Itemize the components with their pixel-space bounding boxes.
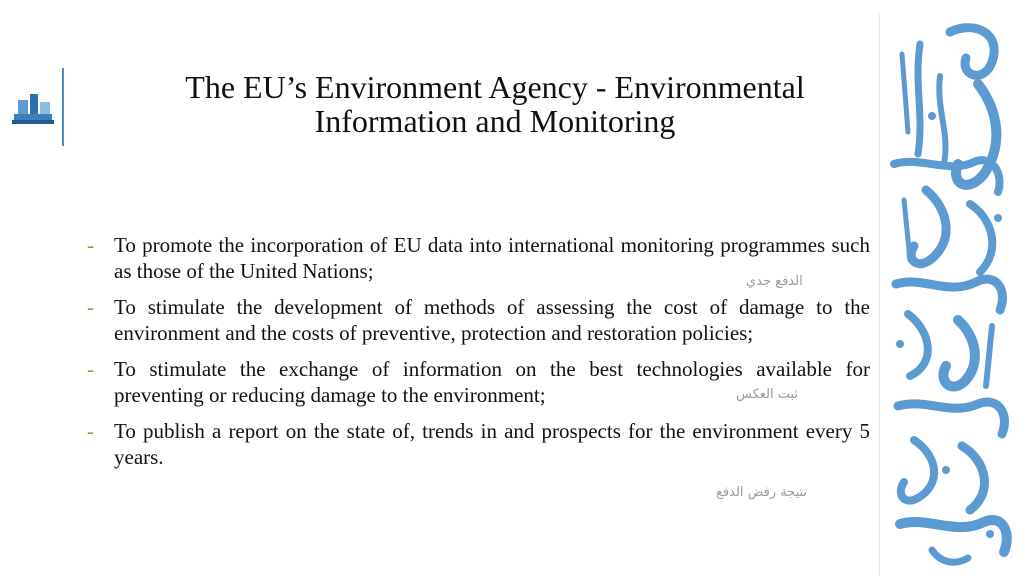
bullet-text: To stimulate the development of methods of assessing the cost of damage to the environment and the costs of preventive, protection and restoration policies; [114,295,870,345]
arabic-note-3: نتيجة رفض الدفع [716,485,808,500]
bullet-text: To promote the incorporation of EU data into international monitoring programmes such as those of the United Nations; [114,233,870,283]
arabic-calligraphy-icon [880,14,1022,576]
dash-marker: - [87,295,94,319]
arabic-note-1: الدفع جدي [746,274,803,289]
logo-divider [62,68,64,146]
bullet-list [85,232,870,480]
title-line-1: The EU’s Environment Agency - Environmental [185,69,805,105]
dash-marker: - [87,357,94,381]
bullet-text: To stimulate the exchange of information on the best technologies available for preventing or reducing damage to the environment; [114,357,870,407]
dash-marker: - [87,419,94,443]
bullet-text: To publish a report on the state of, trends in and prospects for the environment every 5 years. [114,419,870,469]
calligraphy-panel [879,14,1022,576]
institution-logo-icon [12,92,54,126]
title-line-2: Information and Monitoring [314,103,676,139]
bullet-item [85,418,870,470]
bullet-item [85,294,870,346]
dash-marker: - [87,233,94,257]
arabic-note-2: ثبت العكس [736,387,799,402]
slide-title [110,70,880,138]
